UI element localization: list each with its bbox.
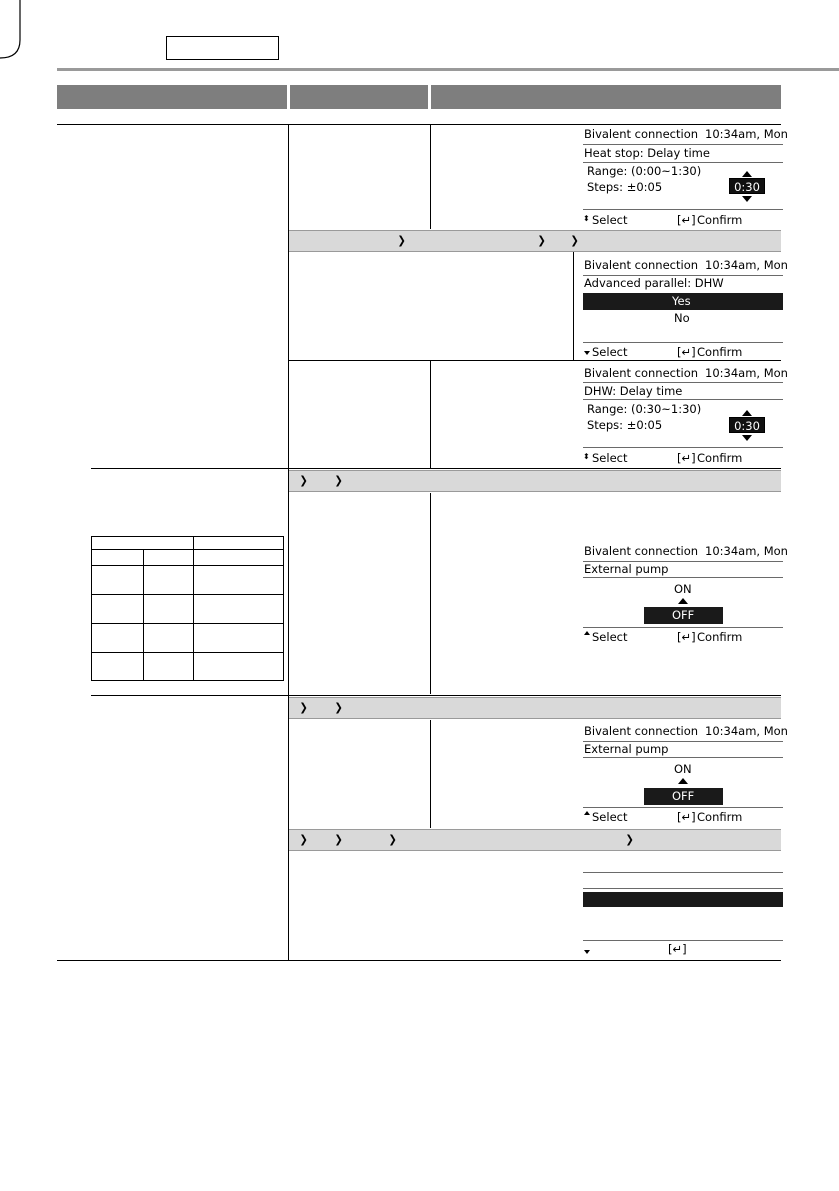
table-header-col1	[57, 85, 287, 109]
cell-divider	[430, 124, 431, 229]
up-arrow-icon[interactable]	[742, 171, 752, 177]
screen-subtitle: External pump	[584, 562, 669, 576]
table-header-col2	[290, 85, 428, 109]
confirm-label: Confirm	[697, 345, 743, 359]
screen-time: 10:34am, Mon	[705, 127, 788, 141]
screen-subtitle: Advanced parallel: DHW	[584, 276, 724, 290]
cell-divider	[430, 361, 431, 468]
row-divider	[289, 360, 781, 361]
down-arrow-icon	[584, 950, 590, 954]
steps-text: Steps: ±0:05	[587, 180, 663, 194]
confirm-label: Confirm	[697, 451, 743, 465]
cell-divider	[573, 252, 574, 360]
screen-time: 10:34am, Mon	[705, 258, 788, 272]
select-label: Select	[592, 451, 628, 465]
screen-title: Bivalent connection	[584, 544, 699, 558]
screen-time: 10:34am, Mon	[705, 724, 788, 738]
option-no[interactable]: No	[674, 311, 690, 325]
up-arrow-icon	[584, 811, 590, 815]
enter-key-icon: [↵]	[677, 630, 696, 644]
screen-title: Bivalent connection	[584, 724, 699, 738]
enter-key-icon: [↵]	[677, 345, 696, 359]
cell-divider	[430, 720, 431, 828]
option-off[interactable]: OFF	[672, 789, 695, 803]
range-text: Range: (0:30~1:30)	[587, 402, 702, 416]
screen-time: 10:34am, Mon	[705, 544, 788, 558]
option-yes[interactable]: Yes	[672, 294, 691, 308]
table-header-col3	[431, 85, 781, 109]
select-label: Select	[592, 630, 628, 644]
section-divider	[91, 468, 781, 469]
cell-divider	[430, 493, 431, 694]
chevron-right-icon: ❯	[537, 234, 546, 247]
confirm-label: Confirm	[697, 810, 743, 824]
breadcrumb-bar	[289, 829, 781, 851]
up-down-arrow-icon: ⬍	[583, 214, 590, 223]
table-bottom-line	[57, 960, 781, 961]
breadcrumb-bar	[289, 470, 781, 492]
screen-title: Bivalent connection	[584, 258, 699, 272]
screen-title: Bivalent connection	[584, 127, 699, 141]
screen-subtitle: Heat stop: Delay time	[584, 146, 710, 160]
down-arrow-icon[interactable]	[742, 435, 752, 441]
chevron-right-icon: ❯	[570, 234, 579, 247]
lcd-screen-blank	[583, 852, 783, 958]
lcd-screen-dhw-delay	[583, 362, 788, 468]
chevron-right-icon: ❯	[334, 474, 343, 487]
breadcrumb-bar	[289, 697, 781, 719]
option-on[interactable]: ON	[674, 762, 692, 776]
page-section-box	[166, 36, 279, 60]
lcd-screen-heat-stop	[583, 124, 788, 230]
lcd-screen-external-pump-2	[583, 721, 788, 827]
chevron-right-icon: ❯	[299, 701, 308, 714]
up-down-arrow-icon: ⬍	[583, 452, 590, 461]
chevron-right-icon: ❯	[299, 833, 308, 846]
range-text: Range: (0:00~1:30)	[587, 164, 702, 178]
screen-time: 10:34am, Mon	[705, 366, 788, 380]
screen-subtitle: External pump	[584, 742, 669, 756]
setting-table	[91, 536, 284, 681]
breadcrumb-bar	[289, 230, 781, 252]
option-off[interactable]: OFF	[672, 608, 695, 622]
chevron-right-icon: ❯	[397, 234, 406, 247]
enter-key-icon: [↵]	[668, 942, 687, 956]
chevron-right-icon: ❯	[625, 833, 634, 846]
selected-option-highlight	[583, 892, 783, 907]
steps-text: Steps: ±0:05	[587, 418, 663, 432]
up-arrow-icon	[584, 631, 590, 635]
select-label: Select	[592, 345, 628, 359]
confirm-label: Confirm	[697, 630, 743, 644]
enter-key-icon: [↵]	[677, 451, 696, 465]
section-divider	[91, 695, 781, 696]
option-on[interactable]: ON	[674, 582, 692, 596]
enter-key-icon: [↵]	[677, 213, 696, 227]
top-rule	[57, 68, 839, 71]
chevron-right-icon: ❯	[388, 833, 397, 846]
screen-title: Bivalent connection	[584, 366, 699, 380]
enter-key-icon: [↵]	[677, 810, 696, 824]
up-arrow-icon[interactable]	[742, 410, 752, 416]
up-arrow-icon	[678, 778, 688, 784]
select-label: Select	[592, 213, 628, 227]
lcd-screen-advanced-parallel	[583, 254, 788, 360]
up-arrow-icon	[678, 598, 688, 604]
lcd-screen-external-pump	[583, 541, 788, 647]
chevron-right-icon: ❯	[334, 701, 343, 714]
select-label: Select	[592, 810, 628, 824]
crop-mark	[0, 0, 40, 60]
chevron-right-icon: ❯	[334, 833, 343, 846]
down-arrow-icon	[584, 351, 590, 355]
chevron-right-icon: ❯	[299, 474, 308, 487]
screen-subtitle: DHW: Delay time	[584, 384, 683, 398]
confirm-label: Confirm	[697, 213, 743, 227]
value-field[interactable]: 0:30	[729, 417, 765, 433]
value-field[interactable]: 0:30	[729, 178, 765, 194]
down-arrow-icon[interactable]	[742, 196, 752, 202]
